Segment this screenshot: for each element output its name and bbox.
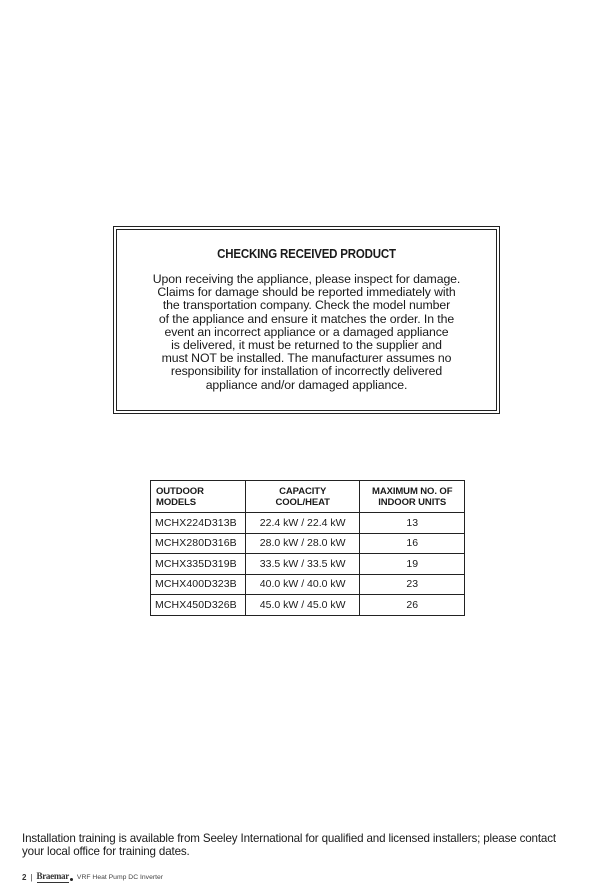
header-max-indoor-units — [360, 481, 465, 513]
notice-body: Upon receiving the appliance, please inspect for damage. Claims for damage should be reported immediately with the transportation company. Check the model number of the appliance and ensure it matches the order. In the event an incorrect appliance or a damaged appliance is delivered, it must be returned to the supplier and must NOT be installed. The manufacturer assumes no responsibility for installation of incorrectly delivered appliance and/or damaged appliance. — [152, 272, 461, 392]
cell-max-units: 16 — [360, 533, 465, 554]
brand-name: Braemar — [36, 871, 69, 881]
outdoor-models-table — [150, 480, 465, 616]
header-max-line1: MAXIMUM NO. OF — [372, 485, 453, 497]
footnote-line-1: Installation training is available from Seeley International for qualified and licensed installers; please contact — [22, 832, 556, 845]
logo-underline — [37, 882, 69, 883]
cell-max-units: 26 — [360, 595, 465, 616]
header-capacity-line1: CAPACITY — [279, 485, 327, 497]
cell-capacity: 22.4 kW / 22.4 kW — [245, 513, 360, 534]
footer-separator: | — [30, 872, 33, 882]
header-outdoor-models: OUTDOOR MODELS — [151, 481, 246, 513]
cell-max-units: 23 — [360, 574, 465, 595]
notice-title: CHECKING RECEIVED PRODUCT — [217, 247, 396, 261]
header-capacity — [245, 481, 360, 513]
document-name: VRF Heat Pump DC Inverter — [76, 873, 164, 881]
header-capacity-line2: COOL/HEAT — [275, 496, 330, 508]
table-row — [151, 513, 465, 534]
cell-capacity: 40.0 kW / 40.0 kW — [245, 574, 360, 595]
cell-max-units: 13 — [360, 513, 465, 534]
notice-inner-border — [116, 229, 497, 411]
table-row — [151, 554, 465, 575]
cell-capacity: 33.5 kW / 33.5 kW — [245, 554, 360, 575]
training-footnote — [22, 832, 596, 858]
header-max-line2: INDOOR UNITS — [378, 496, 447, 508]
braemar-logo — [37, 871, 69, 883]
logo-dot-icon — [70, 878, 73, 881]
checking-received-product-notice — [113, 226, 500, 414]
cell-model: MCHX280D316B — [151, 533, 246, 554]
footnote-line-2: your local office for training dates. — [22, 845, 190, 858]
cell-capacity: 28.0 kW / 28.0 kW — [245, 533, 360, 554]
cell-model: MCHX335D319B — [151, 554, 246, 575]
table-row — [151, 533, 465, 554]
cell-model: MCHX224D313B — [151, 513, 246, 534]
page-footer — [22, 871, 163, 883]
cell-model: MCHX450D326B — [151, 595, 246, 616]
cell-model: MCHX400D323B — [151, 574, 246, 595]
cell-max-units: 19 — [360, 554, 465, 575]
page-number: 2 — [22, 872, 27, 882]
table-row — [151, 574, 465, 595]
table-row — [151, 595, 465, 616]
table-header-row — [151, 481, 465, 513]
cell-capacity: 45.0 kW / 45.0 kW — [245, 595, 360, 616]
